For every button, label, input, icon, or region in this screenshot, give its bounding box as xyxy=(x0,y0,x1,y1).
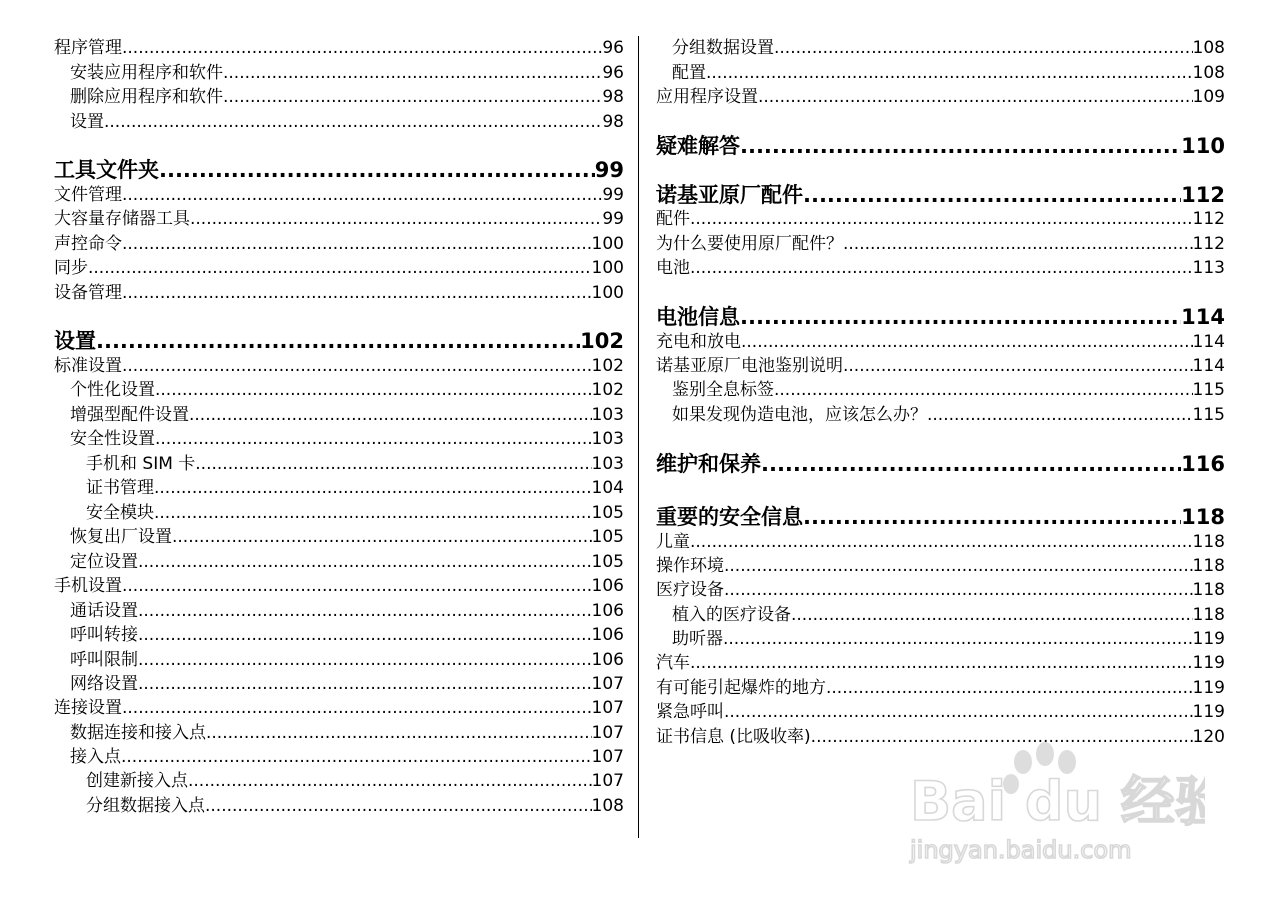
toc-page-number: 103 xyxy=(591,405,624,425)
dot-leader xyxy=(690,655,1193,672)
toc-entry-title: 充电和放电 xyxy=(656,332,741,352)
toc-page-number: 100 xyxy=(591,234,624,254)
toc-entry-title: 数据连接和接入点 xyxy=(70,723,206,743)
dot-leader xyxy=(740,136,1181,157)
toc-entry-title: 声控命令 xyxy=(54,234,122,254)
toc-entry xyxy=(54,603,624,620)
toc-page-number: 103 xyxy=(591,454,624,474)
baidu-jingyan-watermark xyxy=(905,740,1205,880)
toc-entry-title: 删除应用程序和软件 xyxy=(70,87,223,107)
dot-leader xyxy=(154,505,592,522)
toc-entry xyxy=(54,89,624,106)
toc-entry xyxy=(54,749,624,766)
toc-page-number: 100 xyxy=(591,258,624,278)
toc-entry-title: 维护和保养 xyxy=(656,452,761,476)
toc-entry-title: 配置 xyxy=(672,63,706,83)
toc-page-number: 116 xyxy=(1181,452,1225,476)
toc-page-number: 118 xyxy=(1181,505,1225,529)
toc-section-heading xyxy=(656,307,1225,328)
toc-page-number: 118 xyxy=(1192,556,1225,576)
toc-entry xyxy=(54,554,624,571)
dot-leader xyxy=(122,40,602,57)
toc-entry xyxy=(656,558,1225,575)
toc-entry-title: 安全性设置 xyxy=(70,429,155,449)
toc-entry-title: 应用程序设置 xyxy=(656,87,758,107)
dot-leader xyxy=(122,358,592,375)
toc-entry xyxy=(54,40,624,57)
toc-page-number: 99 xyxy=(594,158,624,182)
toc-entry-title: 安全模块 xyxy=(86,503,154,523)
toc-entry-title: 证书信息 (比吸收率) xyxy=(656,727,811,747)
dot-leader xyxy=(927,407,1193,424)
toc-section-heading xyxy=(54,160,624,181)
dot-leader xyxy=(155,431,592,448)
toc-page-number: 106 xyxy=(591,650,624,670)
toc-entry-title: 分组数据设置 xyxy=(672,38,774,58)
toc-page-number: 119 xyxy=(1192,653,1225,673)
dot-leader xyxy=(740,307,1181,328)
toc-entry-title: 操作环境 xyxy=(656,556,724,576)
toc-entry-title: 疑难解答 xyxy=(656,134,740,158)
toc-page-number: 105 xyxy=(591,503,624,523)
toc-entry xyxy=(54,382,624,399)
toc-entry xyxy=(54,627,624,644)
dot-leader xyxy=(223,65,602,82)
toc-entry-title: 增强型配件设置 xyxy=(70,405,189,425)
toc-entry xyxy=(656,407,1225,424)
toc-page-number: 115 xyxy=(1192,380,1225,400)
toc-entry xyxy=(656,582,1225,599)
toc-entry-title: 程序管理 xyxy=(54,38,122,58)
dot-leader xyxy=(826,680,1193,697)
dot-leader xyxy=(122,236,592,253)
dot-leader xyxy=(205,798,592,815)
toc-page-number: 108 xyxy=(1192,63,1225,83)
toc-entry xyxy=(656,655,1225,672)
toc-page-number: 106 xyxy=(591,625,624,645)
toc-entry xyxy=(656,607,1225,624)
toc-page-number: 103 xyxy=(591,429,624,449)
toc-page-number: 96 xyxy=(602,38,624,58)
toc-page-number: 100 xyxy=(591,283,624,303)
toc-entry xyxy=(54,260,624,277)
toc-entry-title: 连接设置 xyxy=(54,698,122,718)
toc-entry-title: 助听器 xyxy=(672,629,723,649)
toc-entry-title: 接入点 xyxy=(70,747,121,767)
toc-entry xyxy=(656,680,1225,697)
toc-page-number: 106 xyxy=(591,576,624,596)
toc-entry-title: 诺基亚原厂配件 xyxy=(656,183,803,207)
toc-entry-title: 工具文件夹 xyxy=(54,158,159,182)
toc-entry xyxy=(54,725,624,742)
toc-page-number: 114 xyxy=(1181,305,1225,329)
dot-leader xyxy=(138,554,592,571)
dot-leader xyxy=(104,114,602,131)
toc-page-number: 108 xyxy=(591,796,624,816)
toc-page-number: 102 xyxy=(591,380,624,400)
toc-entry xyxy=(656,534,1225,551)
dot-leader xyxy=(122,285,592,302)
dot-leader xyxy=(724,704,1193,721)
toc-entry xyxy=(656,704,1225,721)
dot-leader xyxy=(96,331,580,352)
dot-leader xyxy=(724,558,1193,575)
toc-entry xyxy=(54,505,624,522)
toc-page-number: 104 xyxy=(591,478,624,498)
toc-entry-title: 文件管理 xyxy=(54,185,122,205)
toc-page-number: 113 xyxy=(1192,258,1225,278)
toc-entry xyxy=(54,700,624,717)
toc-entry-title: 分组数据接入点 xyxy=(86,796,205,816)
dot-leader xyxy=(88,260,592,277)
toc-entry xyxy=(54,676,624,693)
dot-leader xyxy=(138,652,592,669)
dot-leader xyxy=(172,529,592,546)
toc-entry xyxy=(656,334,1225,351)
toc-page-number: 110 xyxy=(1181,134,1225,158)
dot-leader xyxy=(723,631,1193,648)
toc-entry-title: 安装应用程序和软件 xyxy=(70,63,223,83)
toc-entry-title: 植入的医疗设备 xyxy=(672,605,791,625)
toc-page-number: 118 xyxy=(1192,532,1225,552)
toc-section-heading xyxy=(656,136,1225,157)
toc-page-number: 118 xyxy=(1192,580,1225,600)
toc-entry-title: 恢复出厂设置 xyxy=(70,527,172,547)
toc-entry xyxy=(54,236,624,253)
toc-entry-title: 鉴别全息标签 xyxy=(672,380,774,400)
toc-page-number: 98 xyxy=(602,87,624,107)
toc-entry-title: 配件 xyxy=(656,209,690,229)
svg-text:jingyan.baidu.com: jingyan.baidu.com xyxy=(910,836,1132,864)
toc-entry-title: 诺基亚原厂电池鉴别说明 xyxy=(656,356,843,376)
toc-entry xyxy=(656,631,1225,648)
dot-leader xyxy=(188,773,592,790)
toc-entry xyxy=(54,773,624,790)
toc-entry-title: 呼叫限制 xyxy=(70,650,138,670)
toc-entry xyxy=(54,407,624,424)
toc-page-number: 108 xyxy=(1192,38,1225,58)
dot-leader xyxy=(206,725,592,742)
toc-entry-title: 重要的安全信息 xyxy=(656,505,803,529)
toc-entry-title: 紧急呼叫 xyxy=(656,702,724,722)
toc-entry xyxy=(54,358,624,375)
toc-section-heading xyxy=(656,507,1225,528)
dot-leader xyxy=(690,534,1193,551)
dot-leader xyxy=(138,627,592,644)
toc-entry xyxy=(656,65,1225,82)
toc-entry-title: 为什么要使用原厂配件？ xyxy=(656,234,843,254)
dot-leader xyxy=(195,456,591,473)
toc-page-number: 118 xyxy=(1192,605,1225,625)
toc-entry-title: 定位设置 xyxy=(70,552,138,572)
toc-entry xyxy=(656,211,1225,228)
toc-entry-title: 呼叫转接 xyxy=(70,625,138,645)
toc-entry-title: 设置 xyxy=(54,329,96,353)
toc-section-heading xyxy=(656,185,1225,206)
dot-leader xyxy=(138,676,592,693)
toc-page-number: 112 xyxy=(1192,209,1225,229)
toc-page-number: 120 xyxy=(1192,727,1225,747)
dot-leader xyxy=(843,236,1193,253)
toc-entry xyxy=(656,358,1225,375)
toc-entry-title: 创建新接入点 xyxy=(86,771,188,791)
dot-leader xyxy=(690,211,1193,228)
dot-leader xyxy=(690,260,1193,277)
toc-entry-title: 手机和 SIM 卡 xyxy=(86,454,196,474)
toc-page-number: 99 xyxy=(602,185,624,205)
toc-entry-title: 证书管理 xyxy=(86,478,154,498)
toc-entry-title: 汽车 xyxy=(656,653,690,673)
toc-page-number: 107 xyxy=(591,747,624,767)
toc-entry-title: 如果发现伪造电池，应该怎么办？ xyxy=(672,405,927,425)
toc-entry xyxy=(54,652,624,669)
toc-page-number: 119 xyxy=(1192,702,1225,722)
dot-leader xyxy=(121,749,592,766)
toc-page-number: 102 xyxy=(580,329,624,353)
toc-entry-title: 通话设置 xyxy=(70,601,138,621)
toc-entry xyxy=(54,480,624,497)
toc-entry xyxy=(656,260,1225,277)
toc-entry xyxy=(54,456,624,473)
toc-entry xyxy=(54,431,624,448)
toc-page-number: 99 xyxy=(602,209,624,229)
toc-entry-title: 个性化设置 xyxy=(70,380,155,400)
dot-leader xyxy=(122,578,592,595)
toc-section-heading xyxy=(656,454,1225,475)
toc-entry-title: 同步 xyxy=(54,258,88,278)
dot-leader xyxy=(138,603,592,620)
toc-entry-title: 电池 xyxy=(656,258,690,278)
dot-leader xyxy=(741,334,1193,351)
dot-leader xyxy=(724,582,1193,599)
toc-page-number: 119 xyxy=(1192,629,1225,649)
dot-leader xyxy=(223,89,602,106)
toc-entry-title: 手机设置 xyxy=(54,576,122,596)
toc-entry xyxy=(656,40,1225,57)
dot-leader xyxy=(803,185,1181,206)
toc-entry-title: 有可能引起爆炸的地方 xyxy=(656,678,826,698)
dot-leader xyxy=(190,211,602,228)
toc-page-number: 106 xyxy=(591,601,624,621)
toc-page-number: 102 xyxy=(591,356,624,376)
dot-leader xyxy=(154,480,592,497)
dot-leader xyxy=(706,65,1193,82)
dot-leader xyxy=(761,454,1181,475)
toc-page-number: 107 xyxy=(591,723,624,743)
svg-text:Bai du 经验: Bai du 经验 xyxy=(910,770,1205,833)
dot-leader xyxy=(774,382,1193,399)
dot-leader xyxy=(189,407,592,424)
dot-leader xyxy=(159,160,595,181)
toc-entry-title: 医疗设备 xyxy=(656,580,724,600)
dot-leader xyxy=(758,89,1193,106)
toc-entry xyxy=(54,578,624,595)
toc-page-number: 115 xyxy=(1192,405,1225,425)
toc-entry xyxy=(54,285,624,302)
toc-page-number: 107 xyxy=(591,698,624,718)
toc-entry xyxy=(656,236,1225,253)
toc-page-number: 105 xyxy=(591,527,624,547)
toc-entry-title: 电池信息 xyxy=(656,305,740,329)
toc-entry xyxy=(54,187,624,204)
toc-entry-title: 设备管理 xyxy=(54,283,122,303)
toc-entry xyxy=(54,114,624,131)
toc-entry-title: 标准设置 xyxy=(54,356,122,376)
dot-leader xyxy=(791,607,1193,624)
toc-page-number: 112 xyxy=(1181,183,1225,207)
dot-leader xyxy=(803,507,1181,528)
toc-entry-title: 网络设置 xyxy=(70,674,138,694)
toc-entry xyxy=(54,65,624,82)
toc-entry-title: 设置 xyxy=(70,112,104,132)
toc-entry xyxy=(54,211,624,228)
toc-entry-title: 大容量存储器工具 xyxy=(54,209,190,229)
toc-page-number: 96 xyxy=(602,63,624,83)
toc-entry xyxy=(656,382,1225,399)
dot-leader xyxy=(155,382,592,399)
toc-entry xyxy=(656,89,1225,106)
toc-entry xyxy=(54,798,624,815)
dot-leader xyxy=(774,40,1193,57)
toc-section-heading xyxy=(54,331,624,352)
toc-page-number: 114 xyxy=(1192,356,1225,376)
dot-leader xyxy=(122,187,602,204)
toc-page-number: 105 xyxy=(591,552,624,572)
toc-page-number: 114 xyxy=(1192,332,1225,352)
dot-leader xyxy=(122,700,592,717)
column-divider xyxy=(638,36,639,838)
toc-page-number: 107 xyxy=(591,674,624,694)
toc-page-number: 109 xyxy=(1192,87,1225,107)
toc-page-number: 119 xyxy=(1192,678,1225,698)
dot-leader xyxy=(843,358,1193,375)
toc-page-number: 107 xyxy=(591,771,624,791)
toc-page-number: 98 xyxy=(602,112,624,132)
toc-entry xyxy=(54,529,624,546)
toc-entry-title: 儿童 xyxy=(656,532,690,552)
toc-page-number: 112 xyxy=(1192,234,1225,254)
